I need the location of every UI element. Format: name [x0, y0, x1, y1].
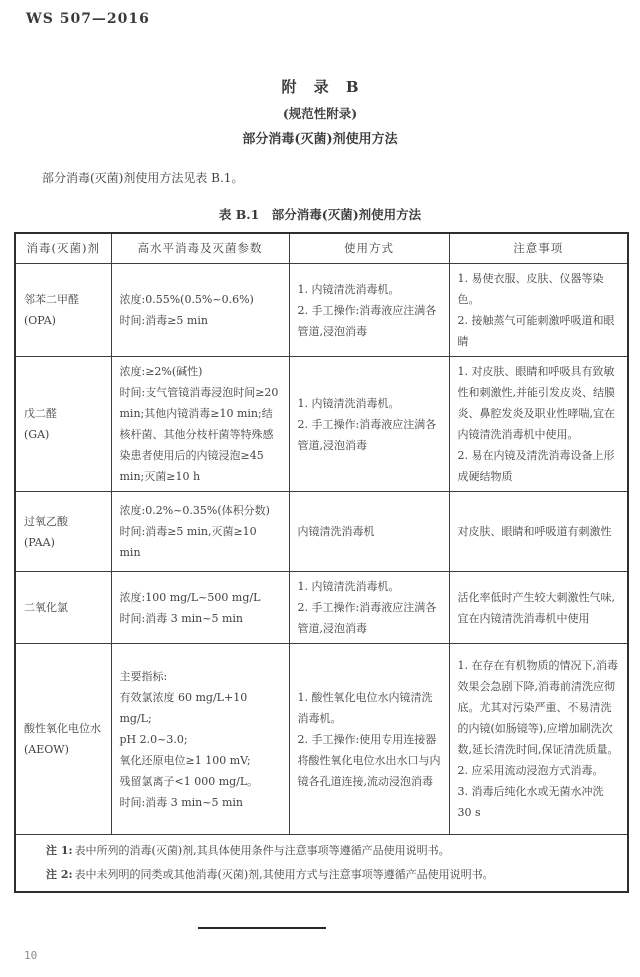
- table-row: [15, 357, 628, 492]
- table-body: [15, 264, 628, 893]
- text-line: 1. 易使衣服、皮肤、仪器等染色。: [457, 272, 604, 306]
- text-line: 时间:消毒≥5 min: [119, 314, 208, 327]
- end-of-text-rule: [198, 927, 326, 929]
- params-cell: [111, 492, 289, 572]
- text-line: 邻苯二甲醛: [24, 293, 79, 306]
- intro-paragraph: 部分消毒(灭菌)剂使用方法见表 B.1。: [42, 171, 244, 185]
- text-line: 活化率低时产生较大刺激性气味,宜在内镜清洗消毒机中使用: [457, 590, 615, 625]
- text-line: 1. 内镜清洗消毒机。: [297, 580, 400, 593]
- text-line: (AEOW): [24, 743, 69, 756]
- text-line: 时间:支气管镜消毒浸泡时间≥20 min;其他内镜消毒≥10 min;结核杆菌、其他分枝杆菌等特殊感染患者使用后的内镜浸泡≥45 min;灭菌≥10 h: [119, 386, 279, 483]
- text-line: 内镜清洗消毒机: [297, 525, 375, 538]
- text-line: 酸性氧化电位水: [24, 722, 101, 735]
- cautions-cell: [449, 644, 628, 835]
- text-line: 2. 手工操作:使用专用连接器将酸性氧化电位水出水口与内镜各孔道连接,流动浸泡消毒: [297, 732, 441, 788]
- table-row: [15, 492, 628, 572]
- text-line: pH 2.0~3.0;: [119, 732, 188, 746]
- text-line: 浓度:100 mg/L~500 mg/L: [119, 590, 261, 604]
- note-text: 表中所列的消毒(灭菌)剂,其具体使用条件与注意事项等遵循产品使用说明书。: [74, 844, 450, 857]
- text-line: 2. 手工操作:消毒液应注满各管道,浸泡消毒: [297, 417, 437, 452]
- agent-cell: [15, 264, 111, 357]
- params-cell: [111, 644, 289, 835]
- column-header: 注意事项: [449, 233, 628, 264]
- table-note: [46, 863, 615, 887]
- params-cell: [111, 357, 289, 492]
- usage-cell: [289, 644, 449, 835]
- text-line: 1. 在存在有机物质的情况下,消毒效果会急剧下降,消毒前清洗应彻底。尤其对污染严重、不易清洗的内镜(如肠镜等),应增加刷洗次数,延长清洗时间,保证清洗质量。: [457, 659, 619, 756]
- text-line: 3. 消毒后纯化水或无菌水冲洗 30 s: [457, 785, 604, 819]
- note-label: 注 2:: [46, 868, 73, 881]
- text-line: 主要指标:: [119, 669, 168, 683]
- text-line: 浓度:0.55%(0.5%~0.6%): [119, 293, 254, 306]
- text-line: 2. 手工操作:消毒液应注满各管道,浸泡消毒: [297, 303, 437, 338]
- text-line: 残留氯离子<1 000 mg/L。: [119, 774, 259, 788]
- usage-cell: [289, 572, 449, 644]
- text-line: 对皮肤、眼睛和呼吸道有刺激性: [457, 525, 612, 538]
- text-line: 浓度:≥2%(碱性): [119, 365, 203, 378]
- document-code: WS 507—2016: [26, 11, 150, 27]
- cautions-cell: [449, 492, 628, 572]
- column-header: 高水平消毒及灭菌参数: [111, 233, 289, 264]
- text-line: 过氧乙酸: [24, 514, 68, 528]
- table-row: [15, 264, 628, 357]
- agent-cell: [15, 357, 111, 492]
- text-line: 有效氯浓度 60 mg/L+10 mg/L;: [119, 690, 248, 725]
- appendix-heading: 部分消毒(灭菌)剂使用方法: [242, 132, 398, 147]
- text-line: 时间:消毒≥5 min,灭菌≥10 min: [119, 525, 257, 559]
- text-line: 1. 对皮肤、眼睛和呼吸具有致敏性和刺激性,并能引发皮炎、结膜炎、鼻腔发炎及职业性哮喘,宜在内镜清洗消毒机中使用。: [457, 365, 615, 441]
- text-line: (PAA): [24, 535, 55, 549]
- usage-cell: [289, 357, 449, 492]
- text-line: 时间:消毒 3 min~5 min: [119, 795, 243, 809]
- cautions-cell: [449, 357, 628, 492]
- appendix-title: 附 录 B: [281, 78, 359, 96]
- page-number: 10: [24, 949, 38, 962]
- appendix-subtitle: (规范性附录): [282, 106, 358, 121]
- cautions-cell: [449, 572, 628, 644]
- cautions-cell: [449, 264, 628, 357]
- table-notes-row: [15, 835, 628, 893]
- notes-cell: [15, 835, 628, 893]
- text-line: 浓度:0.2%~0.35%(体积分数): [119, 504, 270, 517]
- text-line: 2. 接触蒸气可能刺激呼吸道和眼睛: [457, 314, 615, 348]
- text-line: 1. 酸性氧化电位水内镜清洗消毒机。: [297, 690, 433, 725]
- note-label: 注 1:: [46, 844, 73, 857]
- table-note: [46, 839, 615, 863]
- text-line: 2. 应采用流动浸泡方式消毒。: [457, 764, 604, 777]
- agent-cell: [15, 572, 111, 644]
- disinfectant-usage-table: [14, 232, 629, 893]
- text-line: (OPA): [24, 314, 56, 327]
- text-line: 二氧化氯: [24, 601, 68, 614]
- text-line: 戊二醛: [24, 407, 57, 420]
- table-row: [15, 572, 628, 644]
- text-line: 2. 手工操作:消毒液应注满各管道,浸泡消毒: [297, 601, 437, 635]
- usage-cell: [289, 492, 449, 572]
- text-line: 氧化还原电位≥1 100 mV;: [119, 753, 251, 767]
- table-caption: 表 B.1 部分消毒(灭菌)剂使用方法: [218, 207, 422, 222]
- text-line: 2. 易在内镜及清洗消毒设备上形成硬结物质: [457, 449, 615, 483]
- params-cell: [111, 264, 289, 357]
- agent-cell: [15, 644, 111, 835]
- table-row: [15, 644, 628, 835]
- table-head: [15, 233, 628, 264]
- column-header: 使用方式: [289, 233, 449, 264]
- usage-cell: [289, 264, 449, 357]
- column-header: 消毒(灭菌)剂: [15, 233, 111, 264]
- text-line: 1. 内镜清洗消毒机。: [297, 396, 400, 410]
- agent-cell: [15, 492, 111, 572]
- text-line: 1. 内镜清洗消毒机。: [297, 282, 400, 296]
- params-cell: [111, 572, 289, 644]
- note-text: 表中未列明的同类或其他消毒(灭菌)剂,其使用方式与注意事项等遵循产品使用说明书。: [74, 868, 494, 881]
- text-line: (GA): [24, 428, 50, 441]
- table-header-row: [15, 233, 628, 264]
- text-line: 时间:消毒 3 min~5 min: [119, 611, 243, 625]
